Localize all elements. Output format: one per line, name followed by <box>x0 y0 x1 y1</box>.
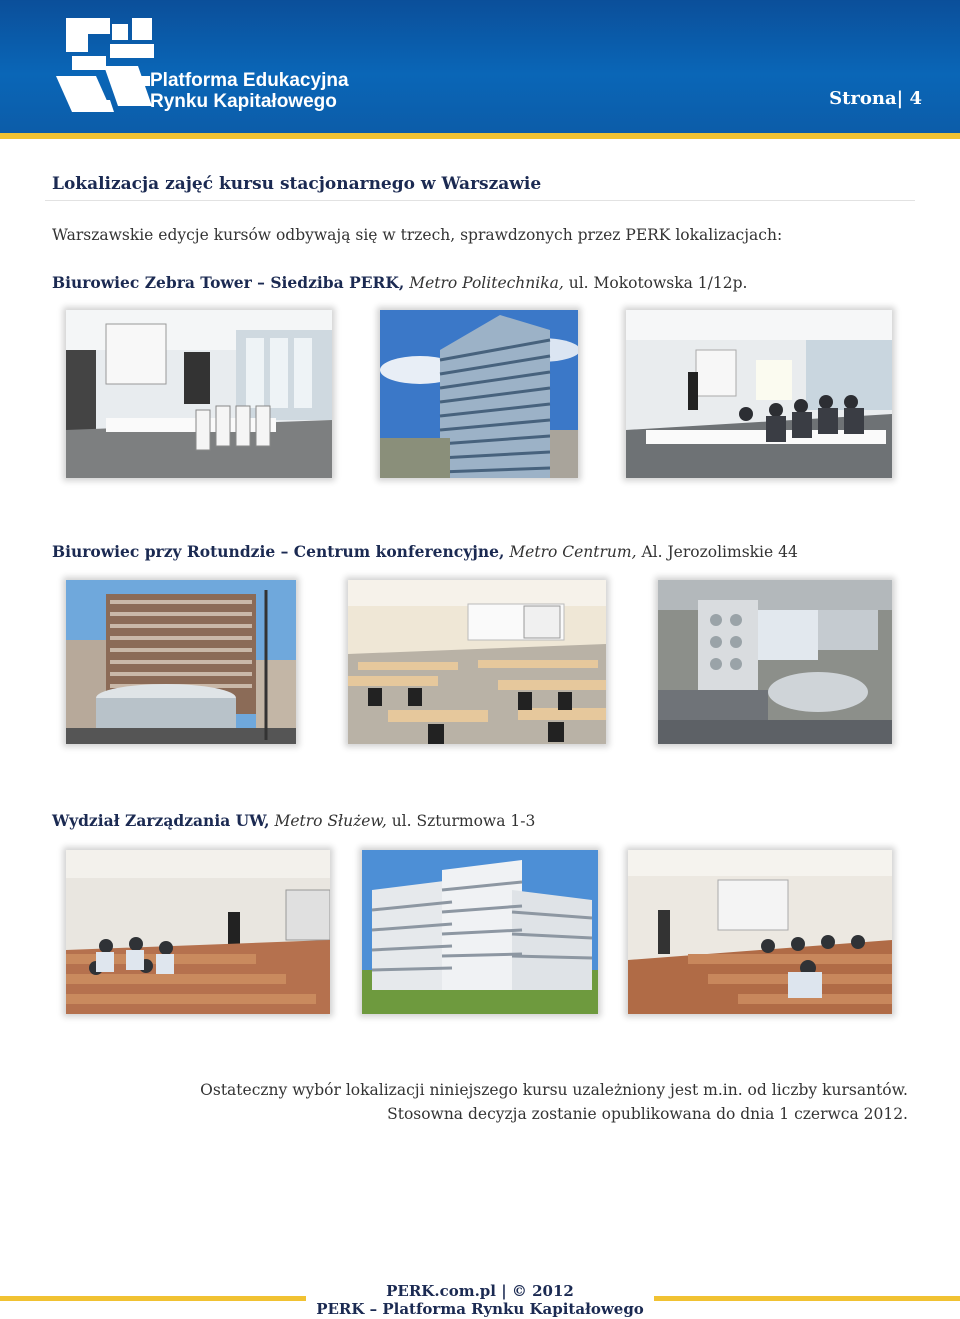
photo-uw-lecture-hall <box>66 850 330 1014</box>
photo-zebra-conference <box>626 310 892 478</box>
location-heading-rotunda <box>52 542 798 561</box>
location-name: Biurowiec przy Rotundzie – Centrum konferencyjne, <box>52 542 505 561</box>
title-divider <box>45 200 915 201</box>
page-header <box>0 0 960 135</box>
logo-line-1: Platforma Edukacyjna <box>150 70 349 91</box>
page-number: Strona| 4 <box>829 88 922 109</box>
photo-rotunda-building <box>66 580 296 744</box>
footer-line-2: PERK – Platforma Rynku Kapitałowego <box>316 1300 644 1318</box>
location-address: ul. Mokotowska 1/12p. <box>568 274 748 292</box>
section-title: Lokalizacja zajęć kursu stacjonarnego w Warszawie <box>52 174 542 194</box>
location-metro: Metro Politechnika, <box>409 274 564 292</box>
location-metro: Metro Centrum, <box>509 543 637 561</box>
footer-line-1: PERK.com.pl | © 2012 <box>386 1282 574 1300</box>
photo-zebra-room <box>66 310 332 478</box>
photo-uw-seminar <box>628 850 892 1014</box>
photo-rotunda-aerial <box>658 580 892 744</box>
logo-line-2: Rynku Kapitałowego <box>150 91 337 112</box>
intro-text: Warszawskie edycje kursów odbywają się w trzech, sprawdzonych przez PERK lokalizacjach: <box>52 226 783 244</box>
location-heading-zebra <box>52 273 747 292</box>
location-heading-uw <box>52 811 535 830</box>
location-name: Biurowiec Zebra Tower – Siedziba PERK, <box>52 273 405 292</box>
photo-zebra-tower <box>380 310 578 478</box>
location-address: ul. Szturmowa 1-3 <box>391 812 536 830</box>
location-address: Al. Jerozolimskie 44 <box>641 543 798 561</box>
location-name: Wydział Zarządzania UW, <box>52 811 270 830</box>
logo-text <box>150 70 349 112</box>
photo-rotunda-classroom <box>348 580 606 744</box>
photo-uw-building <box>362 850 598 1014</box>
closing-line-1: Ostateczny wybór lokalizacji niniejszego kursu uzależniony jest m.in. od liczby kursantów. <box>200 1081 908 1099</box>
closing-line-2: Stosowna decyzja zostanie opublikowana do dnia 1 czerwca 2012. <box>387 1105 908 1123</box>
location-metro: Metro Służew, <box>274 812 387 830</box>
header-accent-line <box>0 133 960 139</box>
